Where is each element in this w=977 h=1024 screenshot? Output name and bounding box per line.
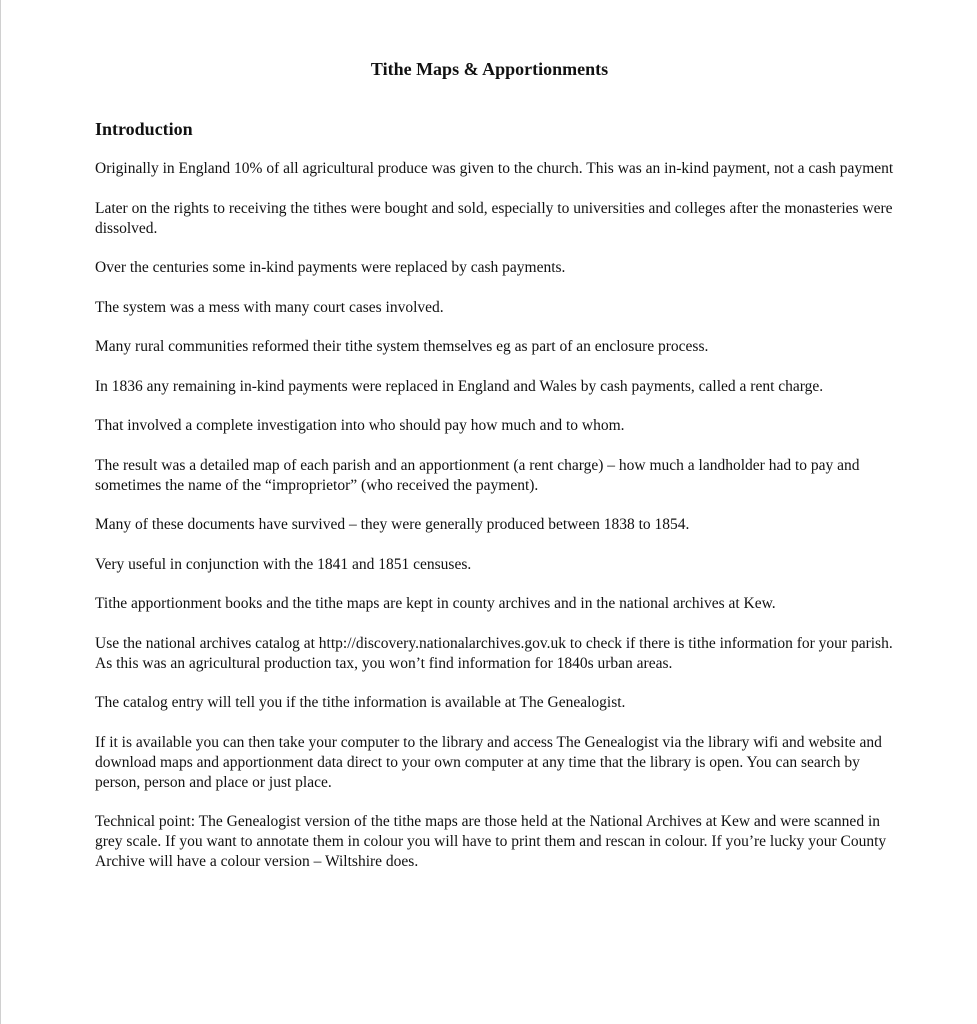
- paragraph: Originally in England 10% of all agricultural produce was given to the church. This was an in-kind payment, not a cash payment: [95, 160, 894, 177]
- paragraph: In 1836 any remaining in-kind payments were replaced in England and Wales by cash payments, called a rent charge.: [95, 377, 824, 395]
- section-heading-introduction: Introduction: [95, 119, 193, 139]
- paragraph: Use the national archives catalog at http://discovery.nationalarchives.gov.uk to check if there is tithe information for your parish. As this was an agricultural production tax, you won’t find information for 1840s urban areas.: [95, 634, 893, 672]
- paragraph: If it is available you can then take your computer to the library and access The Genealogist via the library wifi and website and download maps and apportionment data direct to your own computer at any time that the library is open. You can search by person, person and place or just place.: [95, 733, 882, 791]
- paragraph: Over the centuries some in-kind payments were replaced by cash payments.: [95, 259, 566, 276]
- paragraph: The system was a mess with many court cases involved.: [95, 298, 444, 316]
- paragraph: That involved a complete investigation into who should pay how much and to whom.: [95, 417, 625, 434]
- paragraph: The catalog entry will tell you if the tithe information is available at The Genealogist.: [95, 694, 626, 711]
- paragraph: Technical point: The Genealogist version of the tithe maps are those held at the National Archives at Kew and were scanned in grey scale. If you want to annotate them in colour you will have to print them and rescan in colour. If you’re lucky your County Archive will have a colour version – Wiltshire does.: [95, 813, 887, 870]
- paragraph: Many rural communities reformed their tithe system themselves eg as part of an enclosure process.: [95, 338, 709, 355]
- paragraph: The result was a detailed map of each parish and an apportionment (a rent charge) – how much a landholder had to pay and sometimes the name of the “improprietor” (who received the payment).: [95, 456, 860, 494]
- paragraph: Very useful in conjunction with the 1841 and 1851 censuses.: [95, 555, 472, 573]
- paragraph: Many of these documents have survived – they were generally produced between 1838 to 1854.: [95, 516, 690, 533]
- document-body: [95, 159, 895, 892]
- paragraph: Later on the rights to receiving the tithes were bought and sold, especially to universities and colleges after the monasteries were dissolved.: [95, 199, 893, 237]
- paragraph: Tithe apportionment books and the tithe maps are kept in county archives and in the national archives at Kew.: [95, 595, 776, 612]
- document-title: Tithe Maps & Apportionments: [370, 59, 609, 79]
